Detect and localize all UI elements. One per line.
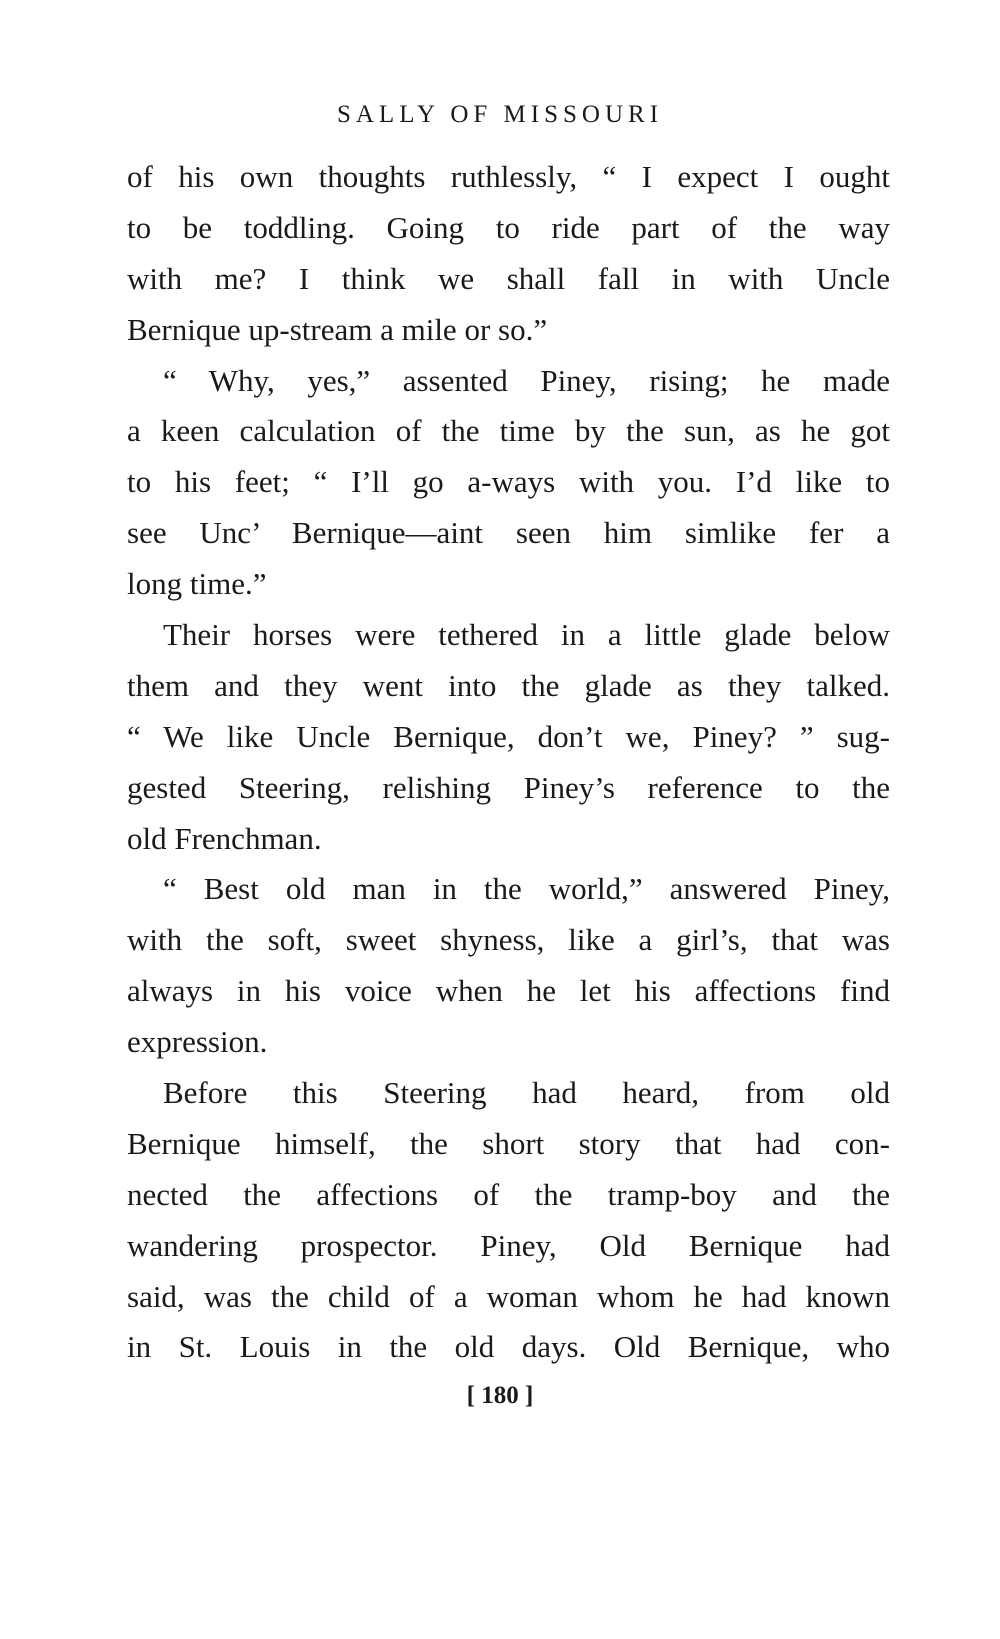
text-line: said, was the child of a woman whom he had known — [127, 1278, 890, 1314]
text-line: to be toddling. Going to ride part of the way — [127, 209, 890, 245]
text-line: old Frenchman. — [127, 820, 322, 856]
text-line: “ Best old man in the world,” answered Piney, — [163, 871, 890, 907]
body-text — [127, 152, 890, 1373]
text-line: always in his voice when he let his affections find — [127, 973, 890, 1009]
page-number: [ 180 ] — [466, 1382, 534, 1409]
text-line: Before this Steering had heard, from old — [163, 1075, 890, 1111]
text-line: in St. Louis in the old days. Old Bernique, who — [127, 1329, 890, 1365]
text-line: a keen calculation of the time by the sun, as he got — [127, 413, 890, 449]
text-line: wandering prospector. Piney, Old Bernique had — [127, 1227, 890, 1263]
text-line: them and they went into the glade as they talked. — [127, 667, 890, 703]
text-line: Bernique himself, the short story that had con- — [127, 1125, 890, 1161]
text-line: Their horses were tethered in a little glade below — [163, 617, 890, 653]
text-line: gested Steering, relishing Piney’s reference to the — [127, 769, 890, 805]
text-line: “ We like Uncle Bernique, don’t we, Piney? ” sug- — [127, 718, 890, 754]
running-head: SALLY OF MISSOURI — [336, 101, 664, 128]
text-line: see Unc’ Bernique—aint seen him simlike fer a — [127, 515, 890, 551]
text-line: “ Why, yes,” assented Piney, rising; he made — [163, 362, 890, 398]
text-line: to his feet; “ I’ll go a-ways with you. I’d like to — [127, 464, 890, 500]
text-line: of his own thoughts ruthlessly, “ I expect I ought — [127, 159, 890, 194]
text-line: Bernique up-stream a mile or so.” — [127, 311, 548, 347]
text-line: nected the affections of the tramp-boy and the — [127, 1176, 890, 1212]
text-line: with me? I think we shall fall in with Uncle — [127, 260, 890, 296]
text-line: with the soft, sweet shyness, like a girl’s, that was — [127, 922, 890, 958]
text-line: long time.” — [127, 566, 267, 602]
text-line: expression. — [127, 1024, 268, 1060]
